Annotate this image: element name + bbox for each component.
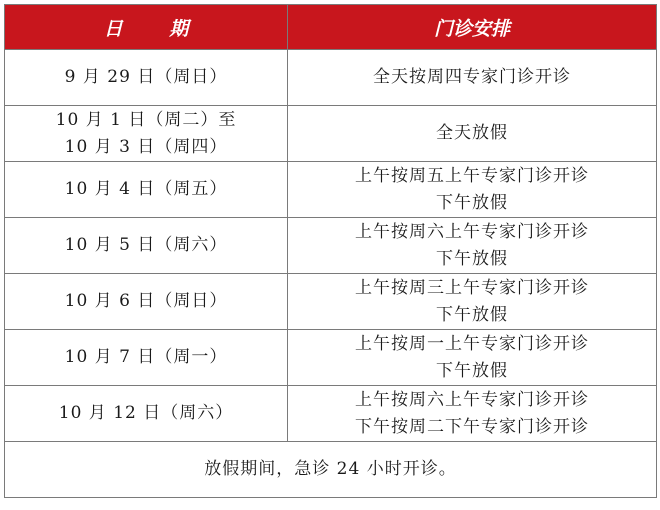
date-text: 9 月 29 日（周日） [64, 67, 228, 87]
date-column-header [5, 5, 288, 50]
table-row [5, 106, 657, 162]
date-cell [5, 274, 288, 330]
table-row [5, 50, 657, 106]
arrangement-text: 下午放假 [436, 248, 508, 269]
date-cell [5, 330, 288, 386]
arrangement-cell [288, 106, 657, 162]
table-row [5, 218, 657, 274]
arrangement-cell [288, 218, 657, 274]
arrangement-text: 全天按周四专家门诊开诊 [373, 67, 571, 87]
date-cell [5, 162, 288, 218]
table-row [5, 274, 657, 330]
arrangement-text: 全天放假 [436, 123, 508, 143]
footer-note: 放假期间，急诊 24 小时开诊。 [5, 442, 657, 498]
table-row [5, 330, 657, 386]
arrangement-column-header: 门诊安排 [288, 5, 657, 50]
arrangement-text: 下午放假 [436, 304, 508, 325]
date-text: 10 月 6 日（周日） [64, 291, 228, 311]
table-row [5, 386, 657, 442]
arrangement-text: 上午按周六上午专家门诊开诊 [355, 389, 589, 410]
date-text: 10 月 7 日（周一） [64, 347, 228, 367]
arrangement-text: 下午按周二下午专家门诊开诊 [355, 416, 589, 437]
table-row [5, 162, 657, 218]
date-cell [5, 50, 288, 106]
arrangement-cell [288, 162, 657, 218]
arrangement-cell [288, 274, 657, 330]
arrangement-cell [288, 50, 657, 106]
date-cell [5, 218, 288, 274]
date-text: 10 月 5 日（周六） [64, 235, 228, 255]
date-text: 10 月 12 日（周六） [58, 403, 234, 423]
table-header-row [5, 5, 657, 50]
arrangement-text: 上午按周六上午专家门诊开诊 [355, 221, 589, 242]
arrangement-text: 下午放假 [436, 192, 508, 213]
date-cell [5, 386, 288, 442]
arrangement-text: 上午按周五上午专家门诊开诊 [355, 165, 589, 186]
date-header-label: 日 期 [103, 17, 209, 40]
date-text: 10 月 1 日（周二）至 [55, 109, 237, 130]
arrangement-cell [288, 386, 657, 442]
footer-row [5, 442, 657, 498]
holiday-clinic-schedule-table [4, 4, 657, 498]
arrangement-cell [288, 330, 657, 386]
arrangement-text: 上午按周三上午专家门诊开诊 [355, 277, 589, 298]
arrangement-text: 上午按周一上午专家门诊开诊 [355, 333, 589, 354]
date-text: 10 月 3 日（周四） [64, 136, 228, 157]
date-cell [5, 106, 288, 162]
arrangement-text: 下午放假 [436, 360, 508, 381]
date-text: 10 月 4 日（周五） [64, 179, 228, 199]
